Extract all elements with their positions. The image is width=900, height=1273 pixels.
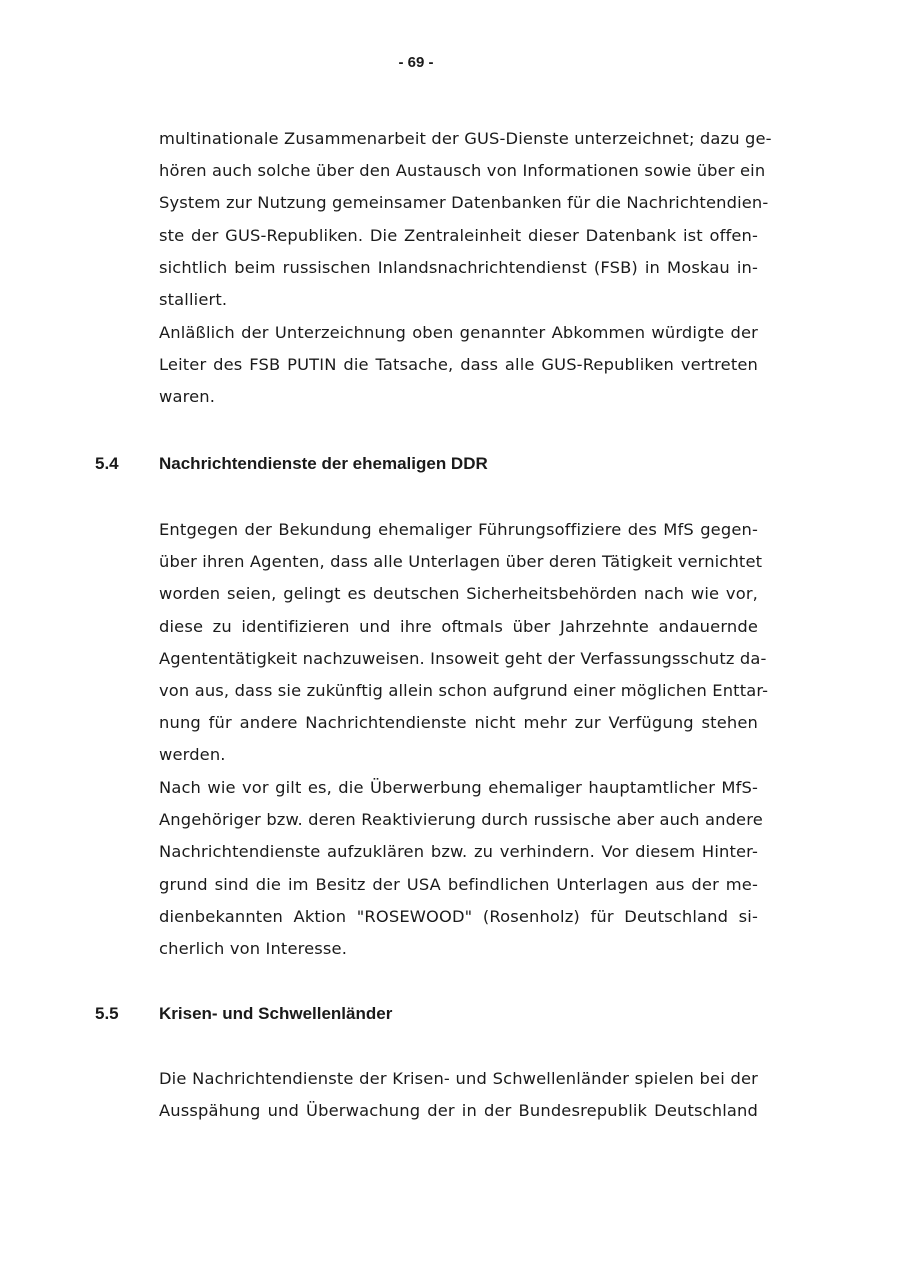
text-line: ste der GUS-Republiken. Die Zentraleinheit dieser Datenbank ist offen- bbox=[159, 225, 758, 245]
section-5-5-paragraph-1 bbox=[159, 1063, 758, 1127]
text-line: werden. bbox=[159, 745, 226, 765]
text-line: von aus, dass sie zukünftig allein schon aufgrund einer möglichen Enttar- bbox=[159, 680, 769, 700]
intro-paragraph-2 bbox=[159, 317, 758, 414]
text-line: worden seien, gelingt es deutschen Sicherheitsbehörden nach wie vor, bbox=[159, 584, 758, 604]
section-heading-5-5 bbox=[0, 1001, 900, 1027]
section-title: Nachrichtendienste der ehemaligen DDR bbox=[159, 454, 488, 473]
text-line: Nach wie vor gilt es, die Überwerbung ehemaliger hauptamtlicher MfS- bbox=[159, 778, 758, 797]
section-5-4-paragraph-1 bbox=[159, 514, 769, 772]
text-line: sichtlich beim russischen Inlandsnachrichtendienst (FSB) in Moskau in- bbox=[159, 257, 758, 277]
section-number: 5.5 bbox=[95, 1004, 119, 1023]
text-line: Die Nachrichtendienste der Krisen- und Schwellenländer spielen bei der bbox=[159, 1069, 758, 1088]
text-line: Angehöriger bzw. deren Reaktivierung durch russische aber auch andere bbox=[159, 810, 763, 830]
text-line: multinationale Zusammenarbeit der GUS-Dienste unterzeichnet; dazu ge- bbox=[159, 129, 772, 148]
text-line: dienbekannten Aktion "ROSEWOOD" (Rosenholz) für Deutschland si- bbox=[159, 906, 758, 926]
text-line: Ausspähung und Überwachung der in der Bundesrepublik Deutschland bbox=[159, 1101, 758, 1121]
page-number: - 69 - bbox=[398, 54, 434, 71]
text-line: Agententätigkeit nachzuweisen. Insoweit geht der Verfassungsschutz da- bbox=[159, 648, 767, 668]
text-line: System zur Nutzung gemeinsamer Datenbanken für die Nachrichtendien- bbox=[159, 193, 769, 213]
text-line: grund sind die im Besitz der USA befindlichen Unterlagen aus der me- bbox=[159, 874, 758, 894]
text-line: waren. bbox=[159, 387, 216, 407]
section-title: Krisen- und Schwellenländer bbox=[159, 1004, 393, 1023]
text-line: Entgegen der Bekundung ehemaliger Führungsoffiziere des MfS gegen- bbox=[159, 520, 758, 539]
intro-paragraph-1 bbox=[159, 123, 772, 316]
text-line: stalliert. bbox=[159, 289, 228, 309]
text-line: cherlich von Interesse. bbox=[159, 938, 348, 958]
text-line: Leiter des FSB PUTIN die Tatsache, dass alle GUS-Republiken vertreten bbox=[159, 355, 758, 375]
text-line: Nachrichtendienste aufzuklären bzw. zu verhindern. Vor diesem Hinter- bbox=[159, 842, 758, 862]
text-line: diese zu identifizieren und ihre oftmals über Jahrzehnte andauernde bbox=[159, 616, 758, 636]
text-line: hören auch solche über den Austausch von Informationen sowie über ein bbox=[159, 161, 766, 181]
text-line: nung für andere Nachrichtendienste nicht mehr zur Verfügung stehen bbox=[159, 713, 758, 733]
text-line: über ihren Agenten, dass alle Unterlagen über deren Tätigkeit vernichtet bbox=[159, 552, 763, 572]
section-5-4-paragraph-2 bbox=[159, 772, 763, 965]
text-line: Anläßlich der Unterzeichnung oben genannter Abkommen würdigte der bbox=[159, 323, 758, 342]
section-heading-5-4 bbox=[0, 451, 900, 477]
section-number: 5.4 bbox=[95, 454, 119, 473]
